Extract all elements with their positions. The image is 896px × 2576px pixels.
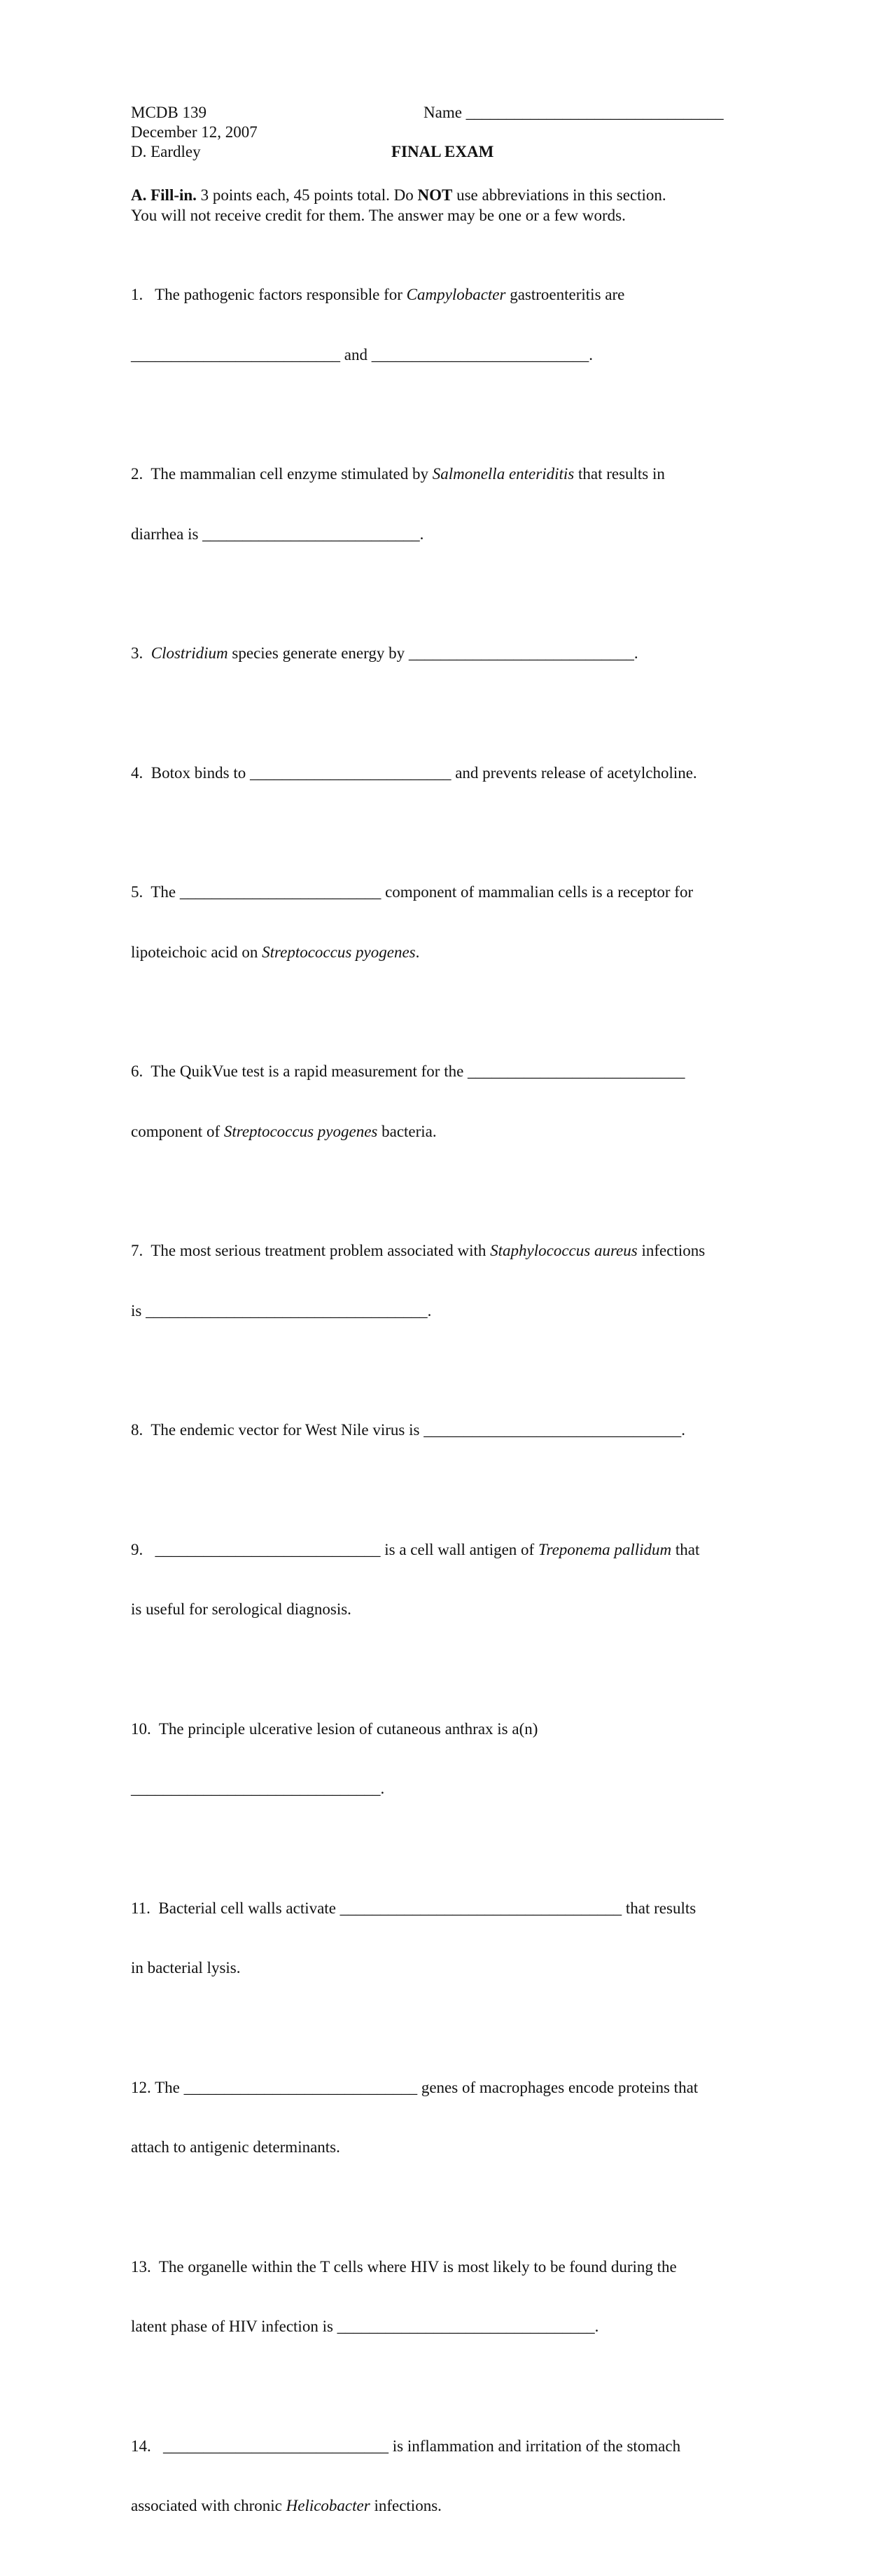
question-9[interactable]: 9. ____________________________ is a cell wall antigen of Treponema pallidum that is useful for serological diagnosis. [131, 1540, 700, 1618]
exam-title: FINAL EXAM [391, 143, 494, 160]
question-10[interactable]: 10. The principle ulcerative lesion of cutaneous anthrax is a(n) _______________________________. [131, 1719, 538, 1797]
instructor: D. Eardley [131, 143, 201, 160]
question-13[interactable]: 13. The organelle within the T cells where HIV is most likely to be found during the latent phase of HIV infection is ________________________________. [131, 2257, 677, 2335]
question-14[interactable]: 14. ____________________________ is inflammation and irritation of the stomach associated with chronic Helicobacter infections. [131, 2437, 681, 2514]
question-7[interactable]: 7. The most serious treatment problem associated with Staphylococcus aureus infections is ___________________________________. [131, 1242, 706, 1320]
name-field[interactable] [424, 102, 724, 123]
name-blank[interactable]: ________________________________ [465, 104, 724, 121]
question-12[interactable]: 12. The _____________________________ genes of macrophages encode proteins that attach to antigenic determinants. [131, 2078, 699, 2156]
section-a-instructions [131, 185, 761, 226]
question-6[interactable]: 6. The QuikVue test is a rapid measurement for the ___________________________ component of Streptococcus pyogenes bacteria. [131, 1062, 685, 1140]
exam-date: December 12, 2007 [131, 123, 258, 141]
question-list [131, 245, 761, 2576]
name-label: Name [424, 104, 462, 121]
question-3[interactable]: 3. Clostridium species generate energy by ____________________________. [131, 644, 638, 662]
question-8[interactable]: 8. The endemic vector for West Nile virus is ________________________________. [131, 1421, 685, 1439]
not-emphasis: NOT [417, 186, 453, 204]
section-instructions-line-2: You will not receive credit for them. The answer may be one or a few words. [131, 207, 626, 224]
question-4[interactable]: 4. Botox binds to _________________________ and prevents release of acetylcholine. [131, 763, 697, 782]
course-code: MCDB 139 [131, 104, 206, 121]
section-instructions-line-1: A. Fill-in. 3 points each, 45 points total. Do NOT use abbreviations in this section. [131, 186, 666, 204]
question-5[interactable]: 5. The _________________________ component of mammalian cells is a receptor for lipoteichoic acid on Streptococcus pyogenes. [131, 883, 694, 961]
section-label: A. Fill-in. [131, 186, 197, 204]
question-1[interactable]: 1. The pathogenic factors responsible for Campylobacter gastroenteritis are __________________________ and ___________________________. [131, 286, 625, 363]
question-11[interactable]: 11. Bacterial cell walls activate ___________________________________ that results in bacterial lysis. [131, 1899, 696, 1976]
question-2[interactable]: 2. The mammalian cell enzyme stimulated by Salmonella enteriditis that results in diarrhea is ___________________________. [131, 465, 665, 543]
